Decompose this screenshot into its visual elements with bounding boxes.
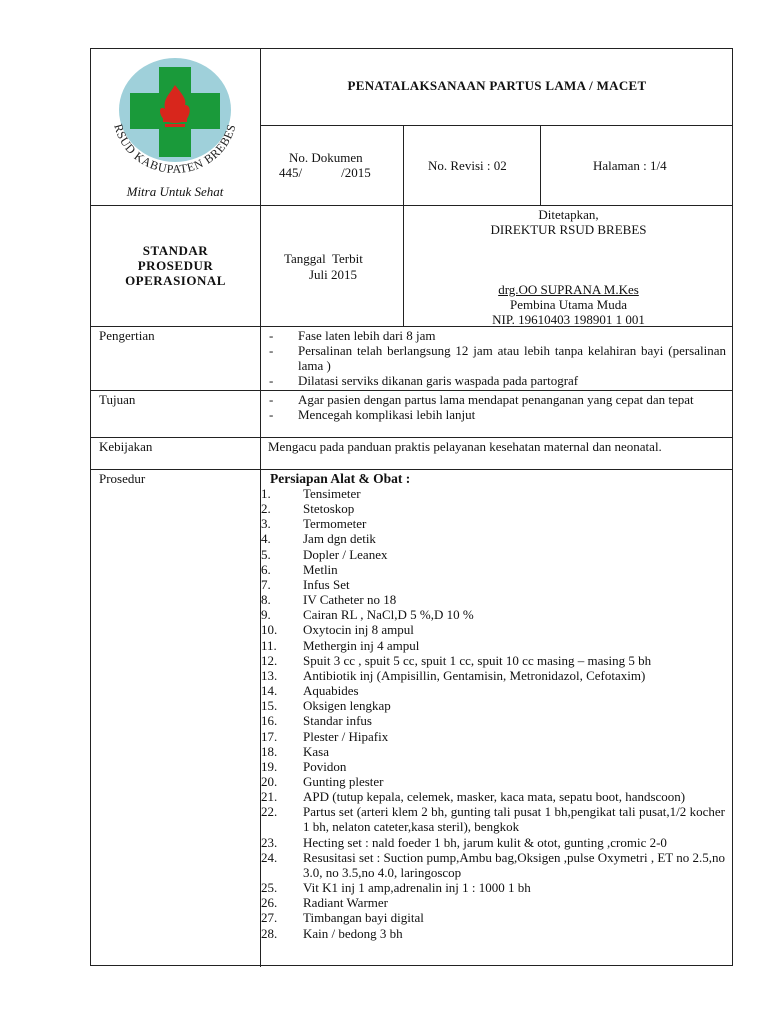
list-item-text: Metlin xyxy=(303,561,338,577)
list-item xyxy=(261,592,725,607)
list-item-number: 19. xyxy=(261,758,278,774)
list-item xyxy=(261,547,725,562)
list-item-number: 9. xyxy=(261,607,271,623)
list-item-text: Fase laten lebih dari 8 jam xyxy=(298,328,436,343)
list-item-text: Kain / bedong 3 bh xyxy=(303,925,403,941)
list-item xyxy=(261,531,725,546)
section-label-pengertian: Pengertian xyxy=(99,328,155,343)
list-item-text: Partus set (arteri klem 2 bh, gunting tali pusat 1 bh,pengikat tali pusat,1/2 kocher 1 bh, nelaton cateter,kasa steril), bengkok xyxy=(303,804,725,835)
list-item xyxy=(261,486,725,501)
list-item-number: 18. xyxy=(261,743,278,759)
list-item-text: Oxytocin inj 8 ampul xyxy=(303,622,414,638)
list-item xyxy=(261,804,725,834)
sop-label-line: STANDAR xyxy=(142,243,209,258)
list-item xyxy=(261,607,725,622)
list-item-number: 12. xyxy=(261,652,278,668)
list-item-text: Timbangan bayi digital xyxy=(303,910,424,926)
list-item-number: 8. xyxy=(261,592,271,608)
list-item: - Agar pasien dengan partus lama mendapat penanganan yang cepat dan tepat xyxy=(269,392,694,407)
list-item-number: 21. xyxy=(261,789,278,805)
prosedur-list xyxy=(261,486,725,941)
list-item-number: 2. xyxy=(261,501,271,517)
divider xyxy=(91,205,733,206)
list-item: - Dilatasi serviks dikanan garis waspada pada partograf xyxy=(269,373,579,388)
prosedur-heading: Persiapan Alat & Obat : xyxy=(270,471,411,486)
list-item-text: Stetoskop xyxy=(303,501,355,517)
list-item-text: Spuit 3 cc , spuit 5 cc, spuit 1 cc, spuit 10 cc masing – masing 5 bh xyxy=(303,652,652,668)
list-item-number: 7. xyxy=(261,576,271,592)
section-label-kebijakan: Kebijakan xyxy=(99,439,153,454)
page-number: Halaman : 1/4 xyxy=(593,158,667,173)
list-item: - Mencegah komplikasi lebih lanjut xyxy=(269,407,476,422)
issue-date: Juli 2015 xyxy=(309,267,358,282)
list-item-text: Resusitasi set : Suction pump,Ambu bag,Oksigen ,pulse Oxymetri , ET no 2.5,no 3.0, no 3.5,no 4.0, laringoscop xyxy=(303,849,725,880)
list-item: - Persalinan telah berlangsung 12 jam atau lebih tanpa kelahiran bayi (persalinan lama ) xyxy=(269,343,726,373)
list-item xyxy=(261,774,725,789)
list-item-number: 5. xyxy=(261,546,271,562)
list-item-text: Dilatasi serviks dikanan garis waspada pada partograf xyxy=(298,373,579,388)
list-item-text: IV Catheter no 18 xyxy=(303,592,397,608)
list-item xyxy=(261,577,725,592)
list-item-number: 17. xyxy=(261,728,278,744)
list-item xyxy=(261,850,725,880)
signer-rank: Pembina Utama Muda xyxy=(510,297,627,312)
list-item-text: Infus Set xyxy=(303,576,350,592)
list-item xyxy=(261,698,725,713)
sop-label xyxy=(91,243,260,288)
section-label-tujuan: Tujuan xyxy=(99,392,136,407)
list-item-text: Cairan RL , NaCl,D 5 %,D 10 % xyxy=(303,607,474,623)
list-item xyxy=(261,713,725,728)
list-item-text: Antibiotik inj (Ampisillin, Gentamisin, Metronidazol, Cefotaxim) xyxy=(303,667,646,683)
kebijakan-text: Mengacu pada panduan praktis pelayanan kesehatan maternal dan neonatal. xyxy=(268,439,662,454)
list-item-text: Dopler / Leanex xyxy=(303,546,388,562)
list-item-text: Radiant Warmer xyxy=(303,895,388,911)
list-item-text: Povidon xyxy=(303,758,347,774)
approved-by: DIREKTUR RSUD BREBES xyxy=(490,222,647,237)
list-item xyxy=(261,789,725,804)
sop-label-line: PROSEDUR xyxy=(137,258,214,273)
list-item-text: Oksigen lengkap xyxy=(303,698,391,714)
list-item xyxy=(261,744,725,759)
sop-label-line: OPERASIONAL xyxy=(125,273,226,288)
list-item-text: Agar pasien dengan partus lama mendapat penanganan yang cepat dan tepat xyxy=(298,392,694,407)
list-item-number: 11. xyxy=(261,637,277,653)
tujuan-list xyxy=(269,392,726,422)
list-item-number: 16. xyxy=(261,713,278,729)
list-item xyxy=(261,910,725,925)
divider xyxy=(540,125,541,205)
list-item-text: Hecting set : nald foeder 1 bh, jarum kulit & otot, gunting ,cromic 2-0 xyxy=(303,834,667,850)
list-item-text: Gunting plester xyxy=(303,773,384,789)
list-item-number: 26. xyxy=(261,895,278,911)
list-item-text: Methergin inj 4 ampul xyxy=(303,637,420,653)
list-item-number: 3. xyxy=(261,516,271,532)
list-item-text: Kasa xyxy=(303,743,329,759)
signer-name: drg.OO SUPRANA M.Kes xyxy=(498,282,639,297)
list-item-number: 27. xyxy=(261,910,278,926)
list-item xyxy=(261,501,725,516)
list-item xyxy=(261,759,725,774)
list-item: - Fase laten lebih dari 8 jam xyxy=(269,328,436,343)
list-item-number: 20. xyxy=(261,773,278,789)
list-item xyxy=(261,622,725,637)
pengertian-list xyxy=(269,328,726,388)
divider xyxy=(91,437,733,438)
doc-number-label: No. Dokumen xyxy=(289,150,363,165)
list-item xyxy=(261,516,725,531)
list-item-number: 23. xyxy=(261,834,278,850)
document-title: PENATALAKSANAAN PARTUS LAMA / MACET xyxy=(347,78,647,93)
list-item-number: 14. xyxy=(261,683,278,699)
list-item-text: Jam dgn detik xyxy=(303,531,376,547)
list-item xyxy=(261,729,725,744)
logo-circle-text: RSUD KABUPATEN BREBES xyxy=(111,122,239,177)
prosedur-content xyxy=(261,486,725,941)
list-item-number: 6. xyxy=(261,561,271,577)
list-item-text: Vit K1 inj 1 amp,adrenalin inj 1 : 1000 1 bh xyxy=(303,880,531,896)
sop-document xyxy=(90,48,733,966)
list-item xyxy=(261,668,725,683)
divider xyxy=(91,469,733,470)
list-item-number: 10. xyxy=(261,622,278,638)
list-item-number: 1. xyxy=(261,486,271,501)
list-item-text: Termometer xyxy=(303,516,367,532)
list-item-text: Persalinan telah berlangsung 12 jam atau lebih tanpa kelahiran bayi (persalinan lama ) xyxy=(298,343,726,373)
list-item-number: 28. xyxy=(261,925,278,941)
list-item xyxy=(261,683,725,698)
list-item-text: Plester / Hipafix xyxy=(303,728,389,744)
list-item-text: Standar infus xyxy=(303,713,372,729)
list-item-text: Aquabides xyxy=(303,683,359,699)
list-item xyxy=(261,880,725,895)
section-label-prosedur: Prosedur xyxy=(99,471,146,486)
list-item-number: 15. xyxy=(261,698,278,714)
divider xyxy=(260,125,733,126)
revision-number: No. Revisi : 02 xyxy=(428,158,507,173)
list-item xyxy=(261,895,725,910)
list-item xyxy=(261,638,725,653)
list-item-text: APD (tutup kepala, celemek, masker, kaca mata, sepatu boot, handscoon) xyxy=(303,789,686,805)
list-item xyxy=(261,653,725,668)
issue-date-label: Tanggal Terbit xyxy=(284,251,363,266)
list-item-number: 25. xyxy=(261,880,278,896)
list-item xyxy=(261,562,725,577)
list-item-text: Mencegah komplikasi lebih lanjut xyxy=(298,407,476,422)
list-item xyxy=(261,835,725,850)
list-item-number: 22. xyxy=(261,804,278,820)
list-item xyxy=(261,926,725,941)
doc-number-value: 445/ /2015 xyxy=(279,165,371,180)
hospital-logo xyxy=(99,53,251,203)
hospital-logo-icon xyxy=(99,53,251,203)
approved-label: Ditetapkan, xyxy=(538,207,599,222)
logo-motto: Mitra Untuk Sehat xyxy=(126,184,224,199)
list-item-text: Tensimeter xyxy=(303,486,361,501)
list-item-number: 13. xyxy=(261,667,278,683)
list-item-number: 24. xyxy=(261,849,278,865)
signer-nip: NIP. 19610403 198901 1 001 xyxy=(492,312,645,327)
divider xyxy=(91,390,733,391)
list-item-number: 4. xyxy=(261,531,271,547)
